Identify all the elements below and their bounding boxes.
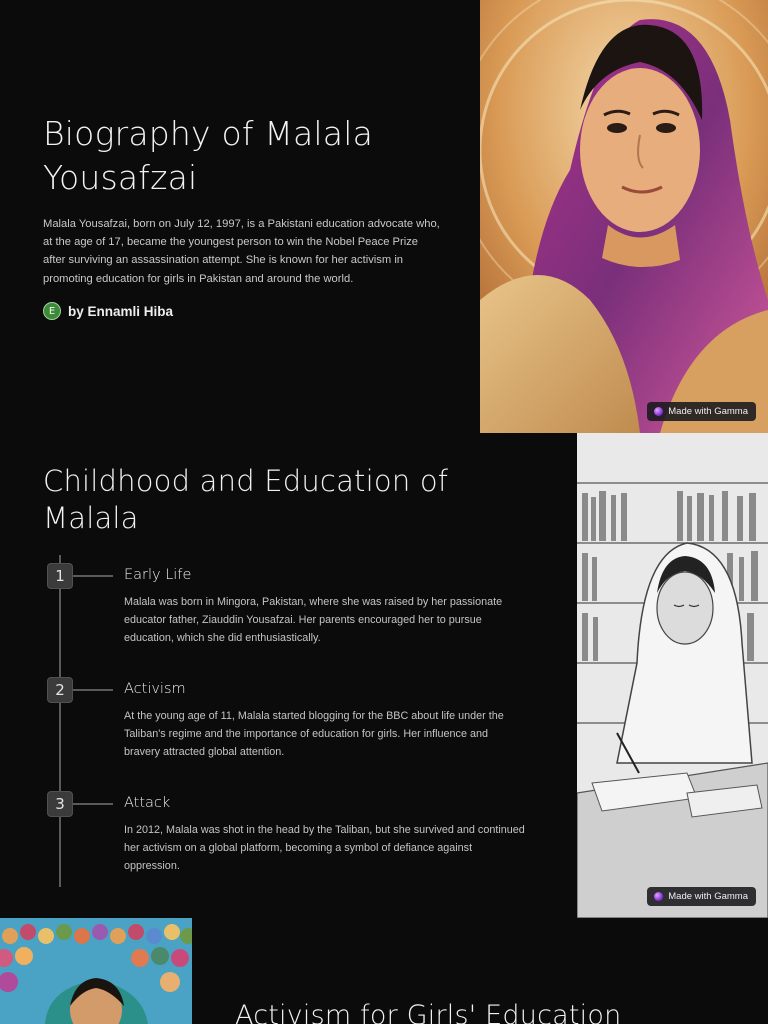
timeline-connector — [73, 575, 113, 577]
timeline-connector — [73, 803, 113, 805]
timeline-item-title: Attack — [124, 795, 171, 811]
timeline-number: 2 — [47, 677, 73, 703]
intro-paragraph: Malala Yousafzai, born on July 12, 1997, is a Pakistani education advocate who, at the age of 17, became the youngest person to win the Nobel Peace Prize after surviving an assassination attempt. She is known for her activism in promoting education for girls in Pakistan and around the world. — [43, 218, 440, 285]
slide-title: Childhood and Education of Malala — [43, 464, 449, 535]
timeline-item-title: Early Life — [124, 567, 192, 583]
timeline-number: 1 — [47, 563, 73, 589]
made-with-gamma-badge[interactable] — [647, 402, 756, 421]
crowd-image — [0, 918, 192, 1024]
timeline-line — [59, 555, 61, 887]
made-with-gamma-badge[interactable] — [647, 887, 756, 906]
studying-illustration — [577, 433, 768, 918]
crowd-illustration — [0, 918, 192, 1024]
slide-title: Activism for Girls' Education — [235, 1000, 622, 1024]
author-byline — [43, 302, 173, 320]
slide-biography — [0, 0, 768, 433]
timeline-item-text: At the young age of 11, Malala started blogging for the BBC about life under the Taliban's regime and the importance of education for girls. Her influence and bravery attracted global attention. — [124, 710, 504, 759]
portrait-image — [480, 0, 768, 433]
timeline-item-text: In 2012, Malala was shot in the head by the Taliban, but she survived and continued her activism on a global platform, becoming a symbol of defiance against oppression. — [124, 824, 525, 873]
timeline-connector — [73, 689, 113, 691]
badge-label: Made with Gamma — [668, 891, 748, 902]
gamma-logo-icon — [654, 892, 663, 901]
slide-activism — [0, 918, 768, 1024]
timeline-number: 3 — [47, 791, 73, 817]
slide-title: Biography of Malala Yousafzai — [43, 114, 374, 197]
timeline-item-title: Activism — [124, 681, 186, 697]
study-image — [577, 433, 768, 918]
slide-childhood — [0, 433, 768, 918]
author-name: by Ennamli Hiba — [68, 303, 174, 319]
author-avatar: E — [43, 302, 61, 320]
gamma-logo-icon — [654, 407, 663, 416]
badge-label: Made with Gamma — [668, 406, 748, 417]
timeline-item-text: Malala was born in Mingora, Pakistan, where she was raised by her passionate educator father, Ziauddin Yousafzai. Her parents encouraged her to pursue education, which she did enthusiastically. — [124, 596, 503, 645]
portrait-illustration — [480, 0, 768, 433]
